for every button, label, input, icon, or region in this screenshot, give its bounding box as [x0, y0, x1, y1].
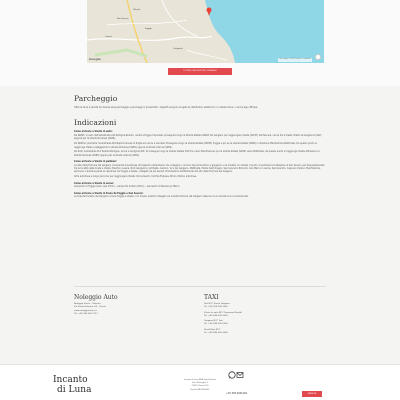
bus-text: La rete della Ferrovie del Gargano comprende 6 autolinee di trasporto extraurbano che collegano i comuni del promontorio e garganico e le località con Vieste. Il punto di partenza è la Stazione di San Severo, più frequentemente tra le località della Costa e Vieste. Peschici, Lesina, Rodi Garganico, Ischitella, Carpino, Vico del Gargano, Mattinata, Monte Sant'Angelo, San Giovanni Rotondo, San Marco in Lamis, Sannicandro, Cagnano Varano, Manfredonia, Apricena. L'autobus parte al capolinea tra Foggia e Vieste, collegato da più servizi. Prenotazioni direttamente dal sito delle Ferrovie del Gargano.	[74, 163, 325, 174]
google-map[interactable]	[87, 0, 324, 63]
car-rental-column	[74, 294, 194, 316]
map-section	[0, 0, 400, 95]
business-info	[174, 379, 226, 392]
taxi-title: TAXI	[204, 294, 219, 301]
map-attribution[interactable]: Dati mappa ©2023 Termini e condizioni	[279, 59, 311, 61]
car-south-text: Da SUD: Autostrada A14 Taranto-Bologna, uscire a Cerignola Est. Si prosegue lungo la strada statale 544 fino verso Manfredonia, poi la strada statale (SS89) verso Mattinata, da questo punto si raggiunge Vieste attraverso la strada litoranea (SS89) oppure per la strada interna (SS89).	[74, 150, 320, 157]
map-canvas	[87, 0, 324, 63]
train-heading: Come arrivare a Vieste in treno da Foggia e San Severo:	[74, 191, 144, 195]
plane-heading: Come arrivare a Vieste in aereo:	[74, 181, 114, 185]
book-button[interactable]: PRENOTA	[302, 391, 322, 397]
parking-text: Tutta la zona è servita da diverse aree parcheggio e parcheggi in prossimità. I biglietti vengono erogati da distributori elettronici o in tabaccheria, o anche app ufficiale.	[74, 106, 258, 109]
site-logo[interactable]	[53, 375, 91, 395]
taxi-phone[interactable]: Tel. +39 349 000 0000	[204, 314, 228, 317]
directions-title: Indicazioni	[74, 118, 117, 128]
map-place-label: San Severo	[117, 18, 129, 20]
car-rental-name: Noleggio Vieste – Pozzuto	[74, 303, 101, 305]
whatsapp-icon[interactable]	[229, 372, 235, 379]
google-logo: Google	[89, 57, 101, 62]
car-rental-address: Via Santa Eufemia, 65 – Vieste	[74, 306, 106, 309]
car-rental-website[interactable]: www.noleggiovieste.it	[74, 309, 97, 312]
car-rental-title: Noleggio Auto	[74, 294, 118, 301]
site-footer	[0, 364, 400, 400]
business-city: 71019 Vieste (FG)	[191, 385, 209, 388]
taxi-name: Gargano NCC Taxi	[204, 320, 223, 323]
car-rental-phone[interactable]: Tel. +39 340 000 1111	[74, 312, 98, 315]
train-text: La linea ferroviaria del Gargano unisce Foggia e Vieste, con diversi scambi collegati e la società Ferrovie del Gargano dispone di un servizio bus convenzionato.	[74, 195, 249, 198]
taxi-name: Vieste in auto NCC Tommaso Rinaldi	[204, 311, 242, 314]
taxi-name: Dinafil Bus NCC	[204, 328, 221, 331]
info-section	[0, 86, 400, 346]
taxi-column	[204, 294, 324, 335]
social-links	[228, 371, 244, 380]
map-place-label: Chieuti	[133, 9, 141, 11]
divider	[74, 286, 326, 287]
logo-line: di Luna	[57, 385, 92, 395]
taxi-phone[interactable]: Tel. +39 349 000 0000	[204, 323, 228, 326]
car-heading: Come arrivare a Vieste in auto:	[74, 130, 113, 134]
business-address: Via il Risveglio, 2	[191, 382, 209, 385]
map-place-label: Cerignola	[173, 48, 183, 50]
taxi-phone[interactable]: Tel. +39 349 000 0000	[204, 332, 228, 335]
directions-button[interactable]: OTTIENI INDICAZIONI STRADALI	[168, 68, 232, 75]
logo-line: Incanto	[53, 375, 88, 385]
business-vat: Partita IVA 0000000	[190, 388, 210, 391]
bus-other-text: Altre autolinee a lungo percorso per raggiungere Vieste: Roccarisa Di, Cerchia Express, Rholo, Marino autolinee.	[74, 175, 197, 179]
bus-heading: Come arrivare a Vieste in pullman:	[74, 160, 117, 164]
fullscreen-icon[interactable]	[315, 54, 321, 60]
parking-title: Parcheggio	[74, 94, 118, 103]
car-north-text: Da NORD: in auto dall'autostrada A14 Bologna-Taranto, uscita a Poggio Imperiale, proseguire lungo la Strada Statale SS693 del Gargano per raggiungere Vieste (52KM). Da Pescara, uscire tra e Vieste diretto la Garganica (SS2) seguire per la strada litoranea (SS89).	[74, 133, 322, 141]
business-name: Incanto di Luna B&B Family Home	[183, 379, 217, 381]
mail-icon[interactable]	[237, 373, 243, 378]
map-place-label: Foggia	[145, 28, 152, 30]
taxi-name: Taxi NCC Vieste Gargano	[204, 303, 230, 305]
plane-text: Aeroporto di Foggia (Gino Lisa 37km) – Aeroporto di Bari (97km) – Aeroporto di Pescara (176km)	[74, 185, 180, 189]
taxi-phone[interactable]: Tel. +39 329 000 0000	[204, 306, 228, 309]
car-napoli-text: Da NAPOLI: prendere l'autostrada A16 Napoli-Canosa di Puglia ed uscire a Candela. Proseguire lungo la strada statale (SS655) Foggia e poi se la strada statale (SS89) in direzione Manfredonia-Mattinata. Da questo punto si raggiunge Vieste costeggiando la strada litoranea (SS89) oppure la strada interna (SS89).	[74, 142, 317, 149]
map-place-label: Lucera	[105, 36, 112, 38]
phone-link[interactable]: +39 328 0941246	[226, 392, 247, 395]
